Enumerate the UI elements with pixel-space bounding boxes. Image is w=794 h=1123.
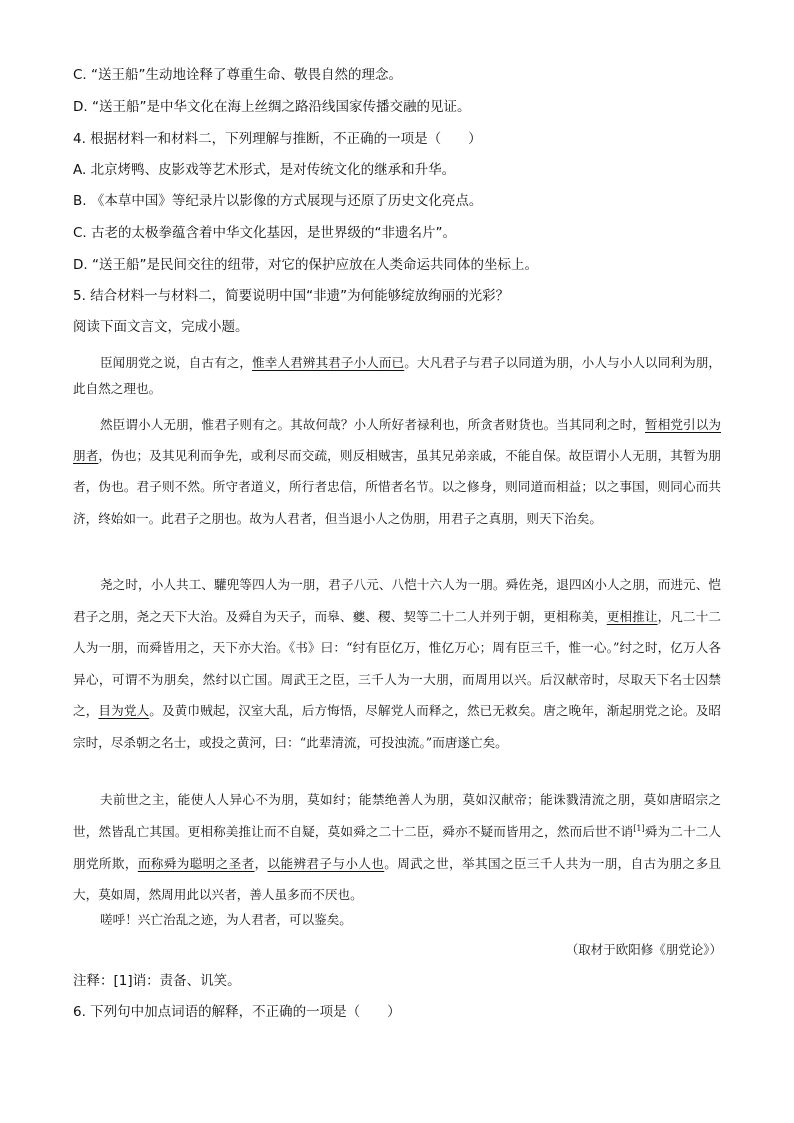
question-4: 4. 根据材料一和材料二，下列理解与推断，不正确的一项是（ ） <box>73 131 482 147</box>
underlined-sentence: 而称舜为聪明之圣者 <box>137 855 255 871</box>
underlined-sentence: 暂相党引以为朋者 <box>73 417 722 464</box>
passage-text: 。及黄巾贼起，汉室大乱，后方悔悟，尽解党人而释之，然已无救矣。唐之晚年，渐起朋党之论。及昭宗时，尽杀朝之名士，或投之黄河，曰：“此辈清流，可投浊流。”而唐遂亡矣。 <box>73 703 722 750</box>
passage-text: ， <box>254 855 268 871</box>
passage-paragraph-1 <box>73 350 721 402</box>
passage-text: 臣闻朋党之说，自古有之， <box>100 355 253 370</box>
passage-paragraph-4 <box>73 784 721 911</box>
passage-text: 然臣谓小人无朋，惟君子则有之。其故何哉？小人所好者禄利也，所贪者财货也。当其同利之时， <box>100 417 646 432</box>
option-a-q4: A. 北京烤鸭、皮影戏等艺术形式，是对传统文化的继承和升华。 <box>73 162 456 178</box>
underlined-sentence: 目为党人 <box>98 703 150 719</box>
passage-text: 。周武之世，举其国之臣三千人共为一朋，自古为朋之多且大，莫如周，然周用此以兴者，善人虽多而不厌也。 <box>73 855 722 903</box>
underlined-sentence: 以能辨君子与小人也 <box>267 855 385 871</box>
reading-instruction: 阅读下面文言文，完成小题。 <box>73 319 249 335</box>
option-d-q3: D. “送王船”是中华文化在海上丝绸之路沿线国家传播交融的见证。 <box>73 99 471 115</box>
footnote-marker: [1] <box>633 823 645 833</box>
question-5: 5. 结合材料一与材料二，简要说明中国“非遗”为何能够绽放绚丽的光彩？ <box>73 288 510 304</box>
passage-text: 舜为二十二人朋党所欺， <box>73 823 722 871</box>
annotation-note: 注释：[1]诮：责备、讥笑。 <box>73 973 241 989</box>
option-c-q4: C. 古老的太极拳蕴含着中华文化基因，是世界级的“非遗名片”。 <box>73 225 456 241</box>
option-d-q4: D. “送王船”是民间交往的纽带，对它的保护应放在人类命运共同体的坐标上。 <box>73 257 538 273</box>
underlined-sentence: 惟幸人君辨其君子小人而已 <box>252 355 405 370</box>
passage-text: 尧之时，小人共工、驩兜等四人为一朋，君子八元、八恺十六人为一朋。舜佐尧，退四凶小人之朋，而进元、恺君子之朋，尧之天下大治。及舜自为天子，而皋、夔、稷、契等二十二人并列于朝，更相称美， <box>73 577 721 624</box>
passage-text: ，伪也；及其见利而争先，或利尽而交疏，则反相贼害，虽其兄弟亲戚，不能自保。故臣谓小人无朋，其暂为朋者，伪也。君子则不然。所守者道义，所行者忠信，所惜者名节。以之修身，则同道而相益；以之事国，则同心而共济，终始如一。此君子之朋也。故为人君者，但当退小人之伪朋，用君子之真朋，则天下治矣。 <box>73 448 722 526</box>
option-c-q3: C. “送王船”生动地诠释了尊重生命、敬畏自然的理念。 <box>73 67 402 83</box>
option-b-q4: B. 《本草中国》等纪录片以影像的方式展现与还原了历史文化亮点。 <box>73 193 483 209</box>
passage-text: ，凡二十二人为一朋，而舜皆用之，天下亦大治。《书》曰：“纣有臣亿万，惟亿万心；周有臣三千，惟一心。”纣之时，亿万人各异心，可谓不为朋矣，然纣以亡国。周武王之臣，三千人为一大朋，而周用以兴。后汉献帝时，尽取天下名士囚禁之， <box>73 608 722 719</box>
passage-text: 。大凡君子与君子以同道为朋，小人与小人以同利为朋，此自然之理也。 <box>73 355 722 396</box>
passage-source: （取材于欧阳修《朋党论》） <box>565 942 722 957</box>
passage-paragraph-5: 嗟呼！兴亡治乱之迹，为人君者，可以鉴矣。 <box>100 912 352 927</box>
question-6: 6. 下列句中加点词语的解释，不正确的一项是（ ） <box>73 1004 401 1020</box>
passage-paragraph-2 <box>73 409 721 534</box>
passage-text: 夫前世之主，能使人人异心不为朋，莫如纣；能禁绝善人为朋，莫如汉献帝；能诛戮清流之朋，莫如唐昭宗之世，然皆乱亡其国。更相称美推让而不自疑，莫如舜之二十二臣，舜亦不疑而皆用之，然而后世不诮 <box>73 792 721 839</box>
underlined-sentence: 更相推让 <box>606 608 658 624</box>
passage-paragraph-3 <box>73 569 721 759</box>
